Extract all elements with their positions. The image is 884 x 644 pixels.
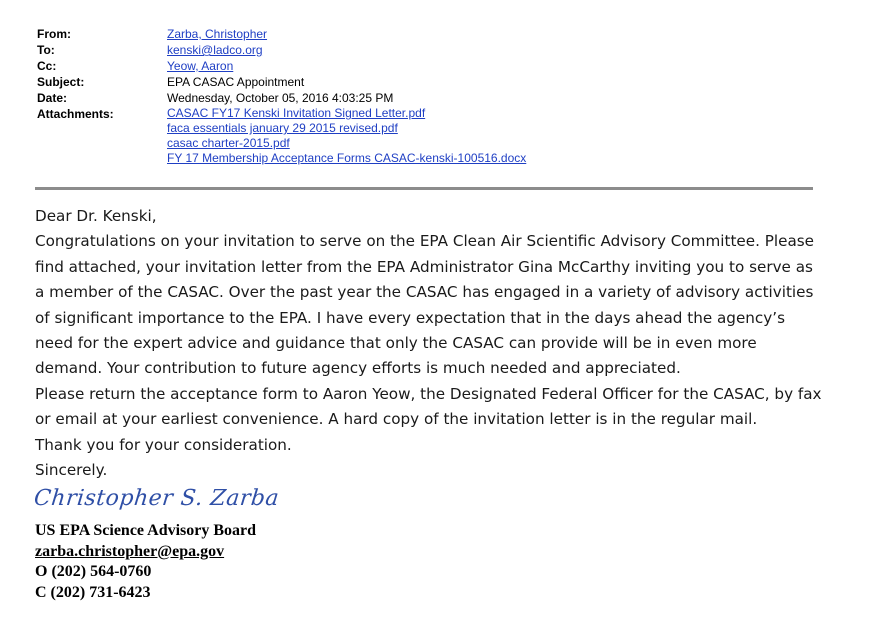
cc-row bbox=[37, 58, 526, 74]
attachments-row bbox=[37, 106, 526, 166]
subject-row bbox=[37, 74, 526, 90]
attachment-link[interactable]: faca essentials january 29 2015 revised.pdf bbox=[167, 121, 398, 135]
body-paragraph-3: Thank you for your consideration. bbox=[35, 435, 292, 454]
handwritten-signature: Christopher S. Zarba bbox=[32, 486, 281, 511]
attachments-list bbox=[167, 106, 526, 166]
attachments-label: Attachments: bbox=[37, 107, 114, 121]
from-link[interactable]: Zarba, Christopher bbox=[167, 27, 268, 41]
header-divider bbox=[35, 187, 813, 190]
signature-block bbox=[35, 521, 256, 603]
subject-label: Subject: bbox=[37, 75, 85, 89]
closing: Sincerely. bbox=[35, 461, 108, 480]
to-label: To: bbox=[37, 43, 55, 57]
organization: US EPA Science Advisory Board bbox=[35, 522, 257, 539]
subject-value: EPA CASAC Appointment bbox=[167, 75, 305, 89]
from-label: From: bbox=[37, 27, 71, 41]
date-value: Wednesday, October 05, 2016 4:03:25 PM bbox=[167, 91, 394, 105]
attachment-link[interactable]: FY 17 Membership Acceptance Forms CASAC-kenski-100516.docx bbox=[167, 151, 527, 165]
greeting: Dear Dr. Kenski, bbox=[35, 207, 157, 225]
attachment-link[interactable]: casac charter-2015.pdf bbox=[167, 136, 290, 150]
signature-email-link[interactable]: zarba.christopher@epa.gov bbox=[35, 542, 225, 560]
date-label: Date: bbox=[37, 91, 68, 105]
cc-link[interactable]: Yeow, Aaron bbox=[167, 59, 234, 73]
from-row bbox=[37, 26, 526, 42]
cc-label: Cc: bbox=[37, 59, 57, 73]
to-row bbox=[37, 42, 526, 58]
office-phone: O (202) 564-0760 bbox=[35, 563, 152, 580]
body-paragraph-1: Congratulations on your invitation to serve on the EPA Clean Air Scientific Advisory Committee. Please find attached, your invitation letter from the EPA Administrator Gina McCarthy inviting you to serve as a member of the CASAC. Over the past year the CASAC has engaged in a variety of advisory activities of significant importance to the EPA. I have every expectation that in the days ahead the agency’s need for the expert advice and guidance that only the CASAC can provide will be in even more demand. Your contribution to future agency efforts is much needed and appreciated. bbox=[35, 232, 815, 378]
attachment-link[interactable]: CASAC FY17 Kenski Invitation Signed Letter.pdf bbox=[167, 106, 426, 120]
email-header bbox=[37, 26, 526, 166]
cell-phone: C (202) 731-6423 bbox=[35, 583, 151, 601]
email-body bbox=[35, 204, 825, 483]
date-row bbox=[37, 90, 526, 106]
to-link[interactable]: kenski@ladco.org bbox=[167, 43, 263, 57]
body-paragraph-2: Please return the acceptance form to Aaron Yeow, the Designated Federal Officer for the CASAC, by fax or email at your earliest convenience. A hard copy of the invitation letter is in the regular mail. bbox=[35, 384, 822, 429]
